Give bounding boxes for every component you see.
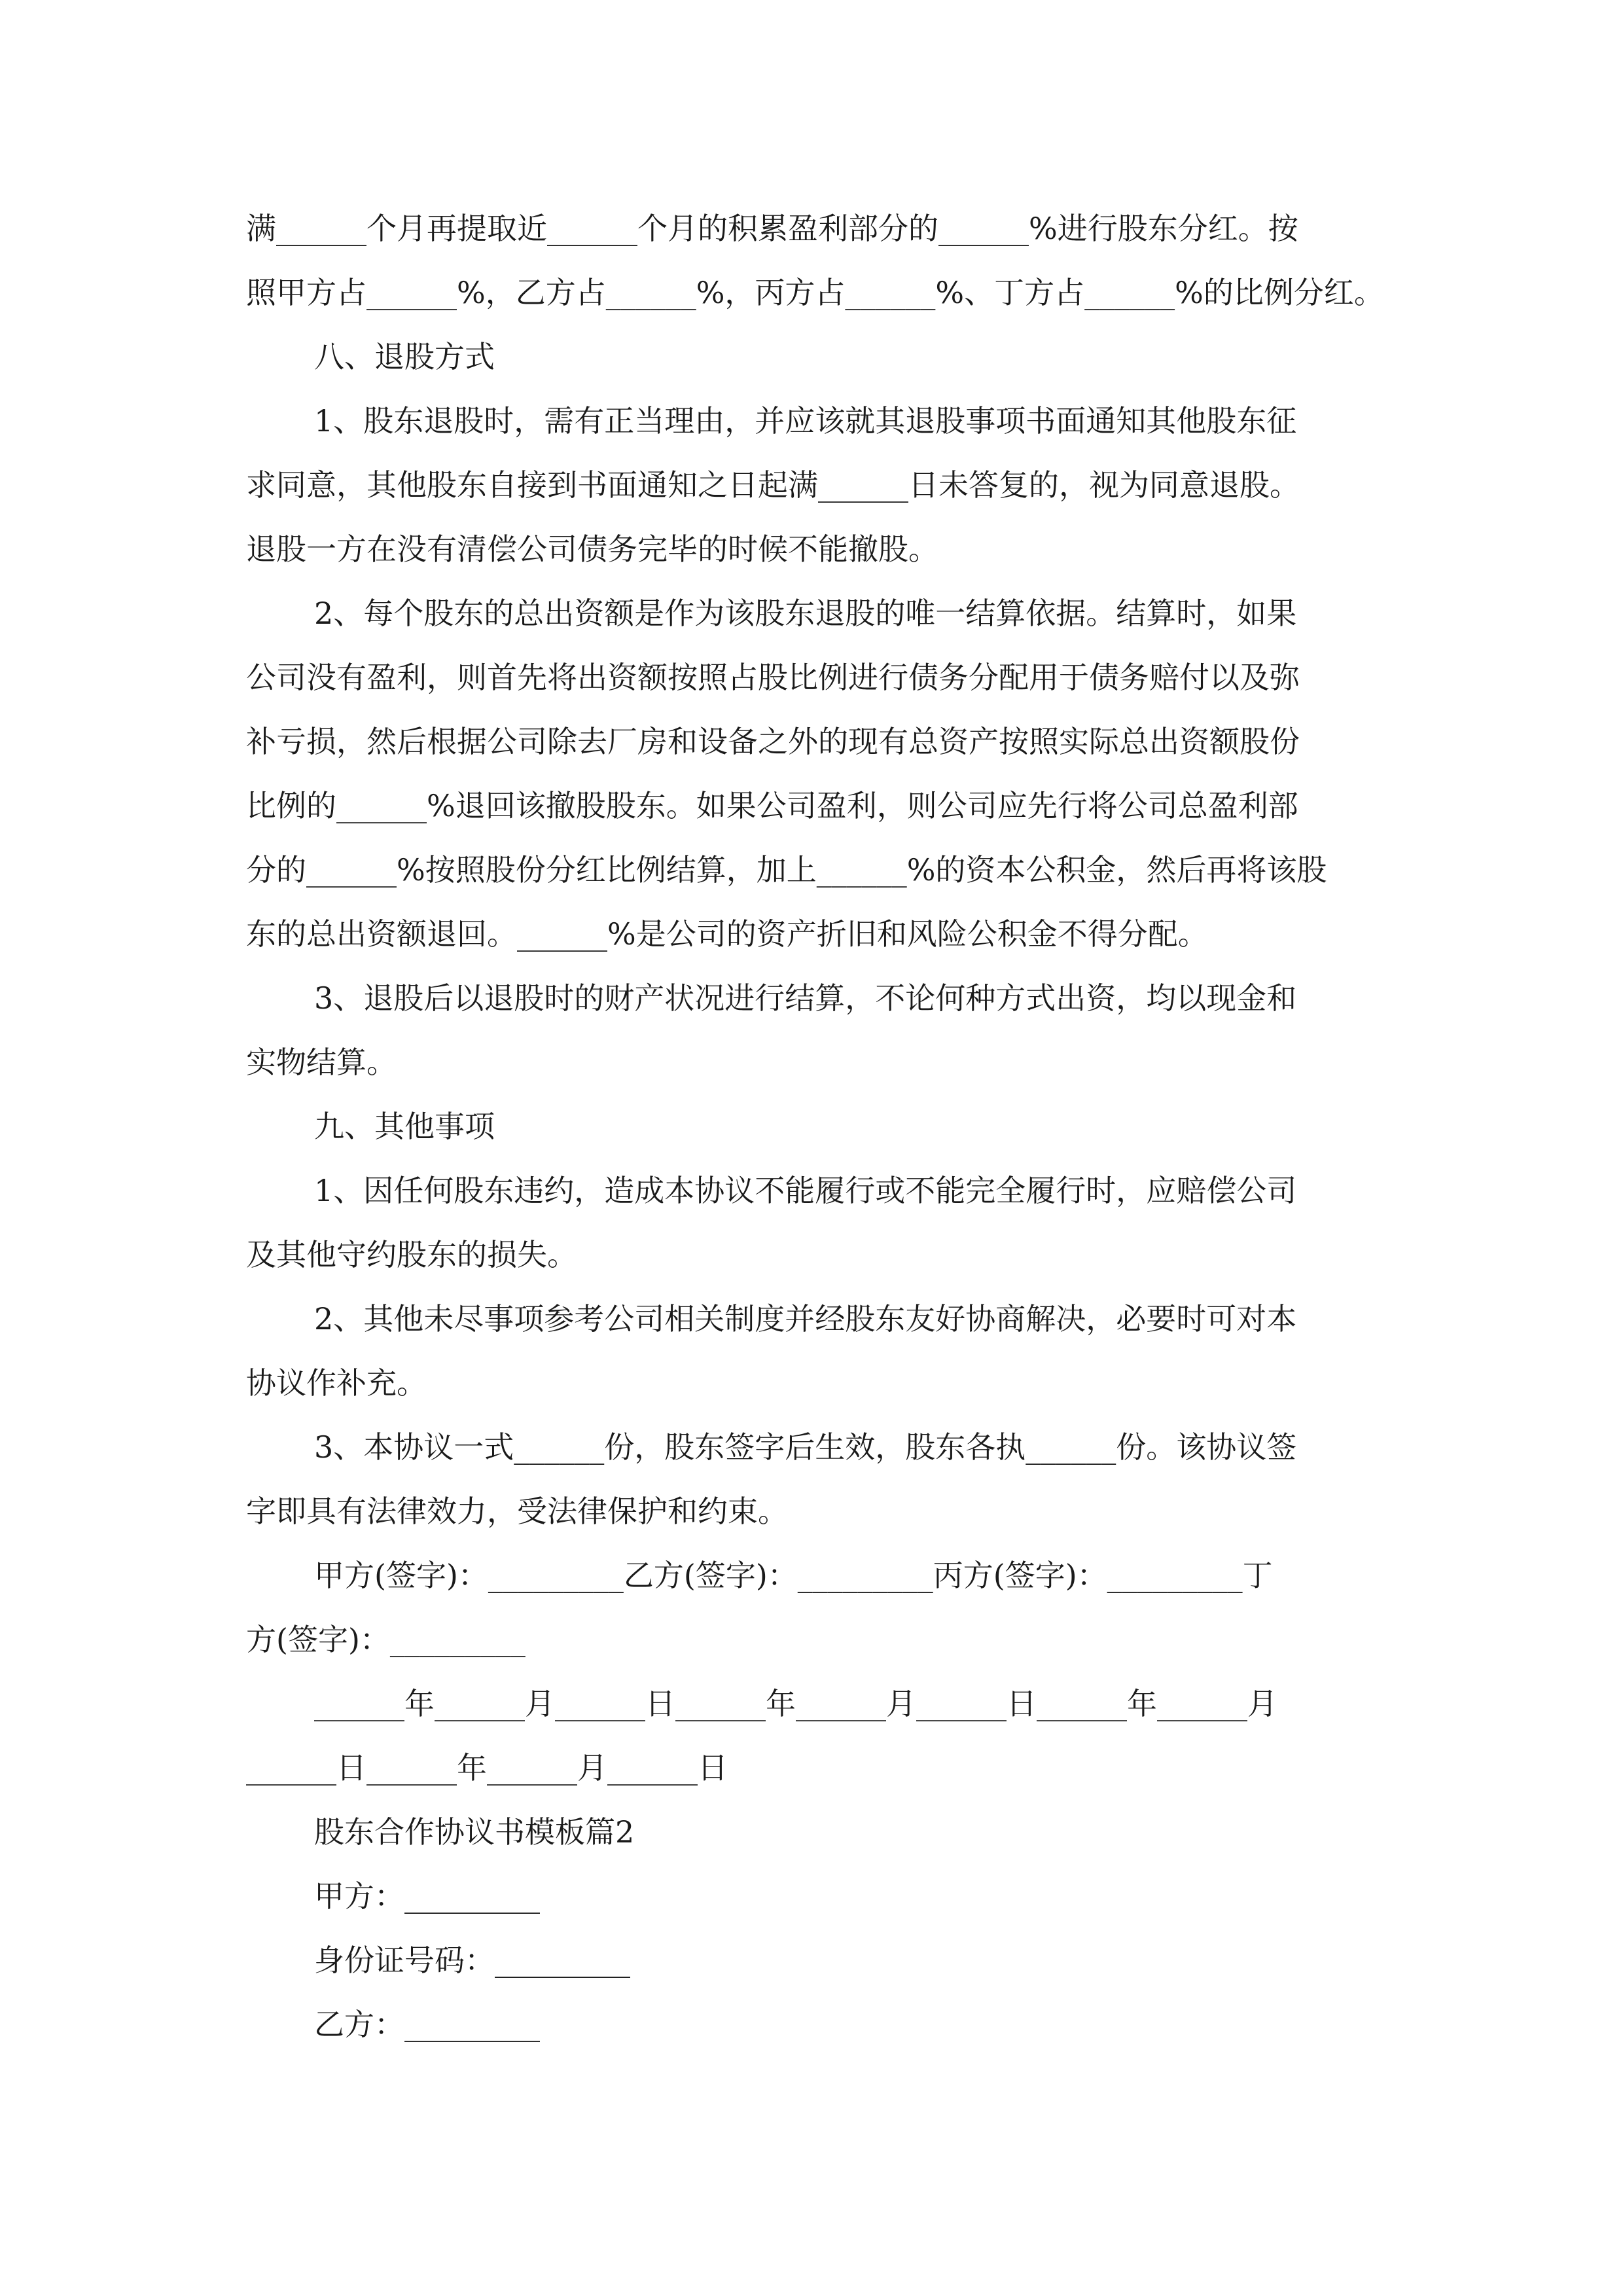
id-number-field: 身份证号码：_________: [314, 1943, 630, 1978]
text-line-6: 退股一方在没有清偿公司债务完毕的时候不能撤股。: [246, 531, 938, 567]
party-b-field: 乙方：_________: [314, 2007, 540, 2042]
template-heading-2: 股东合作协议书模板篇2: [314, 1814, 635, 1850]
text-line-19: 协议作补充。: [246, 1365, 427, 1401]
text-line-7: 2、每个股东的总出资额是作为该股东退股的唯一结算依据。结算时，如果: [314, 596, 1297, 631]
signature-line-1: 甲方(签字)：_________乙方(签字)：_________丙方(签字)：_________丁: [314, 1558, 1273, 1593]
text-line-17: 及其他守约股东的损失。: [246, 1237, 577, 1272]
text-line-14: 实物结算。: [246, 1045, 397, 1080]
document-body: [246, 196, 1384, 2056]
text-line-8: 公司没有盈利，则首先将出资额按照占股比例进行债务分配用于债务赔付以及弥: [246, 660, 1300, 695]
date-line-1: ______年______月______日______年______月______日______年______月: [314, 1686, 1277, 1721]
signature-line-2: 方(签字)：_________: [246, 1622, 526, 1657]
text-line-11: 分的______%按照股份分红比例结算，加上______%的资本公积金，然后再将该股: [246, 852, 1327, 888]
text-line-20: 3、本协议一式______份，股东签字后生效，股东各执______份。该协议签: [314, 1429, 1297, 1465]
text-line-1: 满______个月再提取近______个月的积累盈利部分的______%进行股东分红。按: [246, 211, 1298, 246]
text-line-9: 补亏损，然后根据公司除去厂房和设备之外的现有总资产按照实际总出资额股份: [246, 724, 1300, 759]
date-line-2: ______日______年______月______日: [246, 1750, 728, 1785]
section-heading-9: 九、其他事项: [314, 1109, 495, 1144]
text-line-18: 2、其他未尽事项参考公司相关制度并经股东友好协商解决，必要时可对本: [314, 1301, 1297, 1336]
text-line-10: 比例的______%退回该撤股股东。如果公司盈利，则公司应先行将公司总盈利部: [246, 788, 1298, 823]
text-line-12: 东的总出资额退回。______%是公司的资产折旧和风险公积金不得分配。: [246, 916, 1208, 952]
section-heading-8: 八、退股方式: [314, 339, 495, 374]
text-line-21: 字即具有法律效力，受法律保护和约束。: [246, 1494, 788, 1529]
party-a-field: 甲方：_________: [314, 1878, 540, 1914]
text-line-2: 照甲方占______%，乙方占______%，丙方占______%、丁方占______%的比例分红。: [246, 275, 1384, 310]
text-line-13: 3、退股后以退股时的财产状况进行结算，不论何种方式出资，均以现金和: [314, 980, 1297, 1016]
text-line-4: 1、股东退股时，需有正当理由，并应该就其退股事项书面通知其他股东征: [314, 403, 1297, 439]
text-line-5: 求同意，其他股东自接到书面通知之日起满______日未答复的，视为同意退股。: [246, 467, 1300, 503]
text-line-16: 1、因任何股东违约，造成本协议不能履行或不能完全履行时，应赔偿公司: [314, 1173, 1297, 1208]
